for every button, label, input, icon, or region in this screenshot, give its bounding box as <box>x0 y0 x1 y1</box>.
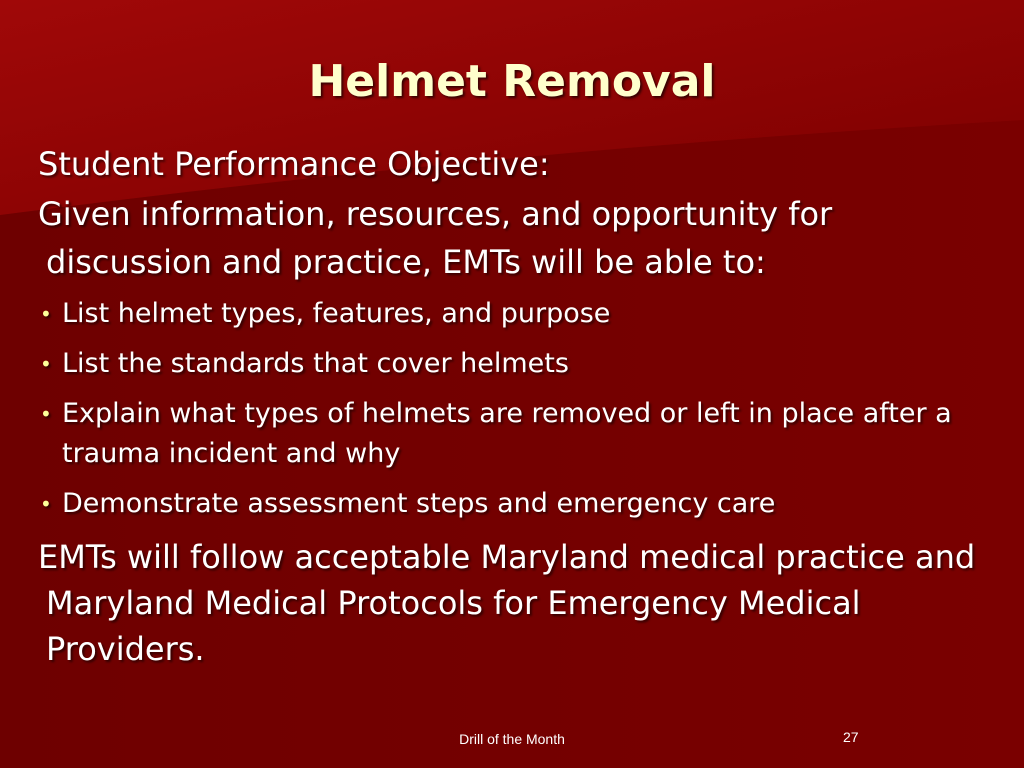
objective-intro: Given information, resources, and opportunity for discussion and practice, EMTs will be able to: <box>38 195 833 281</box>
footer-text: Drill of the Month <box>459 731 565 747</box>
page-number: 27 <box>843 729 859 745</box>
slide-title: Helmet Removal <box>308 56 716 107</box>
list-item <box>38 394 998 474</box>
list-item-text: Demonstrate assessment steps and emergency care <box>62 488 776 519</box>
bullet-icon: • <box>40 352 52 376</box>
list-item-text: List helmet types, features, and purpose <box>62 298 611 329</box>
closing-statement: EMTs will follow acceptable Maryland medical practice and Maryland Medical Protocols for Emergency Medical Providers. <box>38 538 976 668</box>
objective-heading: Student Performance Objective: <box>38 145 550 183</box>
bullet-icon: • <box>40 302 52 326</box>
objective-list <box>38 294 998 524</box>
list-item <box>38 344 998 384</box>
bullet-icon: • <box>40 402 52 426</box>
list-item-text: Explain what types of helmets are removed or left in place after a trauma incident and why <box>62 398 952 469</box>
list-item-text: List the standards that cover helmets <box>62 348 569 379</box>
slide-body <box>38 140 998 672</box>
list-item <box>38 484 998 524</box>
list-item <box>38 294 998 334</box>
bullet-icon: • <box>40 492 52 516</box>
